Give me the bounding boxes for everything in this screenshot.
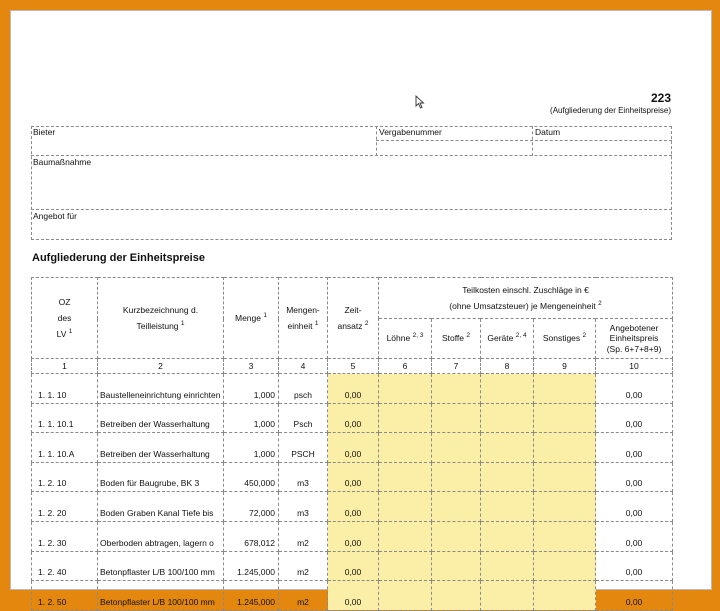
kurzbezeichnung-cell: Betreiben der Wasserhaltung [98,403,224,433]
document-page [10,10,712,607]
datum-label: Datum [535,127,561,137]
section-title: Aufgliederung der Einheitspreise [32,252,205,264]
header-oz: OZ des LV $^1$ [32,278,98,359]
header-kurzbezeichnung: Kurzbezeichnung d. Teilleistung $^1$ [98,278,224,359]
einheit-cell: psch [279,374,328,404]
form-divider [31,155,672,156]
loehne-cell[interactable] [379,581,432,611]
table-row [32,374,673,404]
geraete-cell[interactable] [481,462,534,492]
header-einheitspreis: Angebotener Einheitspreis (Sp. 6+7+8+9) [596,319,673,359]
loehne-cell[interactable] [379,521,432,551]
stoffe-cell[interactable] [432,462,481,492]
table-row [32,403,673,433]
kurzbezeichnung-cell: Betonpflaster L/B 100/100 mm [98,551,224,581]
zeitansatz-cell[interactable]: 0,00 [328,462,379,492]
einheit-cell: m3 [279,492,328,522]
einheit-cell: Psch [279,403,328,433]
einheitspreis-cell: 0,00 [596,433,673,463]
loehne-cell[interactable] [379,374,432,404]
stoffe-cell[interactable] [432,521,481,551]
header-mengeneinheit: Mengen- einheit $^1$ [279,278,328,359]
oz-cell: 1. 1. 10.1 [32,403,98,433]
sonstiges-cell[interactable] [534,521,596,551]
zeitansatz-cell[interactable]: 0,00 [328,403,379,433]
geraete-cell[interactable] [481,403,534,433]
form-divider [532,126,533,156]
kurzbezeichnung-cell: Oberboden abtragen, lagern o [98,521,224,551]
geraete-cell[interactable] [481,551,534,581]
menge-cell: 450,000 [224,462,279,492]
kurzbezeichnung-cell: Betreiben der Wasserhaltung [98,433,224,463]
menge-cell: 72,000 [224,492,279,522]
column-number: 5 [328,359,379,374]
loehne-cell[interactable] [379,462,432,492]
einheitspreis-cell: 0,00 [596,492,673,522]
einheit-cell: m2 [279,521,328,551]
vergabenummer-label: Vergabenummer [379,127,442,137]
loehne-cell[interactable] [379,551,432,581]
loehne-cell[interactable] [379,492,432,522]
oz-cell: 1. 2. 20 [32,492,98,522]
column-number: 4 [279,359,328,374]
sonstiges-cell[interactable] [534,581,596,611]
zeitansatz-cell[interactable]: 0,00 [328,551,379,581]
stoffe-cell[interactable] [432,433,481,463]
zeitansatz-cell[interactable]: 0,00 [328,374,379,404]
column-number: 2 [98,359,224,374]
menge-cell: 1,000 [224,433,279,463]
oz-cell: 1. 2. 10 [32,462,98,492]
zeitansatz-cell[interactable]: 0,00 [328,581,379,611]
geraete-cell[interactable] [481,492,534,522]
baumassnahme-label: Baumaßnahme [33,157,92,167]
kurzbezeichnung-cell: Betonpflaster L/B 100/100 mm [98,581,224,611]
column-number: 8 [481,359,534,374]
header-stoffe: Stoffe $^2$ [432,319,481,359]
oz-cell: 1. 2. 40 [32,551,98,581]
einheitspreis-cell: 0,00 [596,551,673,581]
sonstiges-cell[interactable] [534,551,596,581]
form-box [31,126,672,240]
bieter-label: Bieter [33,127,56,137]
zeitansatz-cell[interactable]: 0,00 [328,521,379,551]
table-row [32,581,673,611]
header-menge: Menge $^1$ [224,278,279,359]
zeitansatz-cell[interactable]: 0,00 [328,433,379,463]
loehne-cell[interactable] [379,433,432,463]
einheit-cell: m2 [279,551,328,581]
header-geraete: Geräte $^{2, 4}$ [481,319,534,359]
oz-cell: 1. 2. 50 [32,581,98,611]
header-sonstiges: Sonstiges $^2$ [534,319,596,359]
oz-cell: 1. 1. 10 [32,374,98,404]
stoffe-cell[interactable] [432,374,481,404]
geraete-cell[interactable] [481,374,534,404]
einheit-cell: PSCH [279,433,328,463]
form-divider [376,140,672,141]
einheit-cell: m2 [279,581,328,611]
geraete-cell[interactable] [481,581,534,611]
einheitspreis-cell: 0,00 [596,462,673,492]
table-row [32,433,673,463]
einheitspreis-cell: 0,00 [596,581,673,611]
geraete-cell[interactable] [481,521,534,551]
stoffe-cell[interactable] [432,581,481,611]
kurzbezeichnung-cell: Baustelleneinrichtung einrichten [98,374,224,404]
kurzbezeichnung-cell: Boden für Baugrube, BK 3 [98,462,224,492]
column-number-row [32,359,673,374]
menge-cell: 1,000 [224,374,279,404]
einheitspreis-cell: 0,00 [596,374,673,404]
table-row [32,551,673,581]
stoffe-cell[interactable] [432,551,481,581]
menge-cell: 1.245,000 [224,581,279,611]
zeitansatz-cell[interactable]: 0,00 [328,492,379,522]
menge-cell: 1.245,000 [224,551,279,581]
unit-price-table [31,277,673,611]
page-number: 223 [650,91,671,105]
sonstiges-cell[interactable] [534,403,596,433]
sonstiges-cell[interactable] [534,433,596,463]
header-loehne: Löhne $^{2, 3}$ [379,319,432,359]
header-zeitansatz: Zeit- ansatz $^2$ [328,278,379,359]
table-row [32,492,673,522]
form-divider [31,209,672,210]
einheitspreis-cell: 0,00 [596,521,673,551]
kurzbezeichnung-cell: Boden Graben Kanal Tiefe bis [98,492,224,522]
sonstiges-cell[interactable] [534,374,596,404]
geraete-cell[interactable] [481,433,534,463]
oz-cell: 1. 1. 10.A [32,433,98,463]
form-divider [376,126,377,156]
menge-cell: 1,000 [224,403,279,433]
angebot-fuer-label: Angebot für [33,211,77,221]
sonstiges-cell[interactable] [534,492,596,522]
header-teilkosten: Teilkosten einschl. Zuschläge in € (ohne Umsatzsteuer) je Mengeneinheit $^2$ [379,278,673,319]
loehne-cell[interactable] [379,403,432,433]
stoffe-cell[interactable] [432,403,481,433]
einheit-cell: m3 [279,462,328,492]
menge-cell: 678,012 [224,521,279,551]
column-number: 1 [32,359,98,374]
table-row [32,462,673,492]
stoffe-cell[interactable] [432,492,481,522]
oz-cell: 1. 2. 30 [32,521,98,551]
sonstiges-cell[interactable] [534,462,596,492]
page-subtitle: (Aufgliederung der Einheitspreise) [550,106,671,115]
column-number: 10 [596,359,673,374]
column-number: 6 [379,359,432,374]
column-number: 7 [432,359,481,374]
einheitspreis-cell: 0,00 [596,403,673,433]
column-number: 9 [534,359,596,374]
mouse-cursor-icon [415,95,425,109]
table-row [32,521,673,551]
column-number: 3 [224,359,279,374]
